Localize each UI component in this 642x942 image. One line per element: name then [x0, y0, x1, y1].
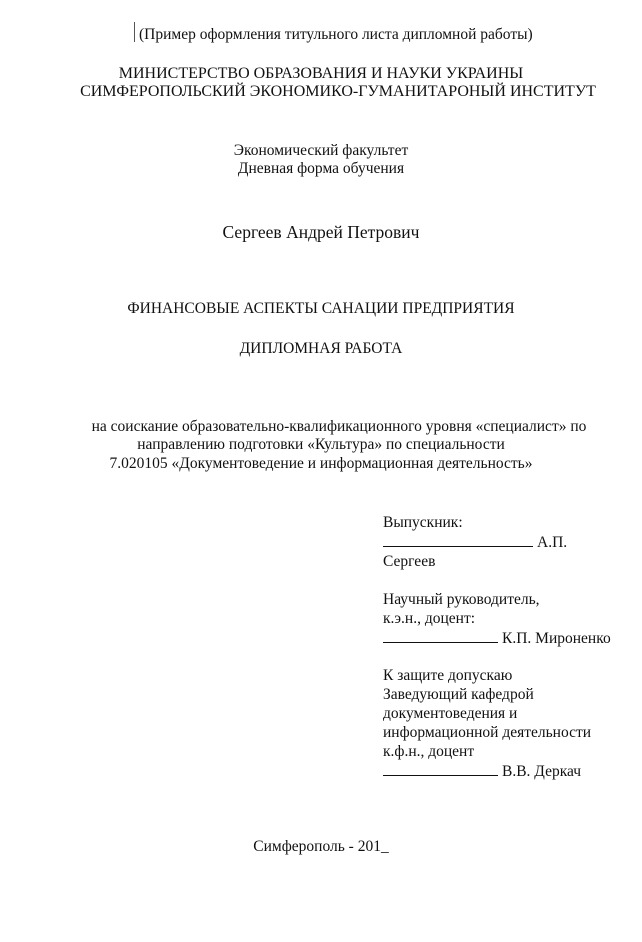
supervisor-title: к.э.н., доцент:: [383, 610, 476, 627]
degree-line-2: направлению подготовки «Культура» по специальности: [137, 436, 505, 453]
signature-underline: [383, 628, 498, 643]
supervisor-label: Научный руководитель,: [383, 591, 540, 608]
admission-line-2: Заведующий кафедрой: [383, 686, 534, 703]
city-year: Симферополь - 201_: [253, 838, 389, 855]
supervisor-block: [383, 590, 611, 648]
degree-line-3: 7.020105 «Документоведение и информационная деятельность»: [109, 455, 533, 472]
ministry-line-1: МИНИСТЕРСТВО ОБРАЗОВАНИЯ И НАУКИ УКРАИНЫ: [118, 65, 524, 82]
thesis-type: ДИПЛОМНАЯ РАБОТА: [239, 340, 403, 357]
admission-signature-line: [383, 761, 591, 781]
admission-title: к.ф.н., доцент: [383, 743, 475, 760]
graduate-initials: А.П.: [537, 534, 568, 551]
supervisor-signature-line: [383, 628, 611, 648]
graduate-surname: Сергеев: [383, 553, 436, 570]
admission-line-1: К защите допускаю: [383, 667, 513, 684]
admission-line-3: документоведения и: [383, 705, 518, 722]
thesis-title: ФИНАНСОВЫЕ АСПЕКТЫ САНАЦИИ ПРЕДПРИЯТИЯ: [127, 300, 515, 317]
ministry-line-2: СИМФЕРОПОЛЬСКИЙ ЭКОНОМИКО-ГУМАНИТАРОНЫЙ ИНСТИТУТ: [80, 83, 596, 100]
admission-block: [383, 666, 591, 781]
example-note: (Пример оформления титульного листа дипломной работы): [139, 26, 533, 43]
graduate-label: Выпускник:: [383, 514, 463, 531]
author-name: Сергеев Андрей Петрович: [222, 222, 420, 242]
study-form: Дневная форма обучения: [237, 160, 405, 177]
graduate-signature-line: [383, 532, 567, 552]
signature-underline: [383, 532, 533, 547]
text-cursor: [134, 22, 135, 42]
supervisor-name: К.П. Мироненко: [502, 630, 611, 647]
graduate-block: [383, 513, 567, 571]
degree-line-1: на соискание образовательно-квалификационного уровня «специалист» по: [91, 418, 587, 435]
faculty-name: Экономический факультет: [233, 142, 409, 159]
admission-line-4: информационной деятельности: [383, 724, 592, 741]
admission-name: В.В. Деркач: [502, 763, 582, 780]
signature-underline: [383, 761, 498, 776]
